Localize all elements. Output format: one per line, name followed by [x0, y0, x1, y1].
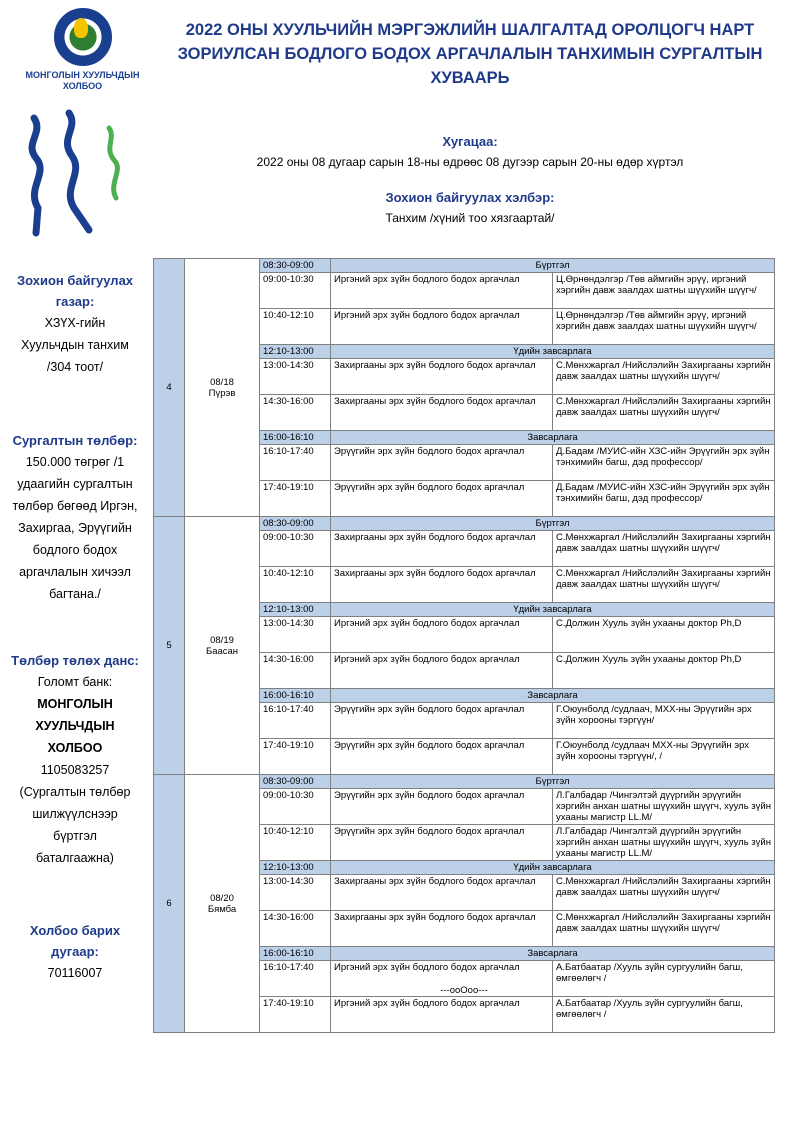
course-topic: Эрүүгийн эрх зүйн бодлого бодох аргачлал: [331, 789, 553, 825]
lecturer: Г.Оюунболд /судлаач МХХ-ны Эрүүгийн эрх зүйн хорооны тэргүүн/, /: [553, 739, 775, 775]
band-label: Бүртгэл: [331, 259, 775, 273]
course-topic: Эрүүгийн эрх зүйн бодлого бодох аргачлал: [331, 739, 553, 775]
schedule-band-row: [154, 517, 775, 531]
duration-text: 2022 оны 08 дугаар сарын 18-ны өдрөөс 08 дугээр сарын 20-ны өдөр хүртэл: [256, 155, 684, 169]
time-slot: 13:00-14:30: [260, 617, 331, 653]
mongolian-script-decoration: [14, 108, 134, 238]
band-label: Үдийн завсарлага: [331, 861, 775, 875]
time-slot: 12:10-13:00: [260, 345, 331, 359]
band-label: Бүртгэл: [331, 775, 775, 789]
band-label: Үдийн завсарлага: [331, 345, 775, 359]
course-topic: Захиргааны эрх зүйн бодлого бодох аргачлал: [331, 911, 553, 947]
lecturer: Л.Галбадар /Чингэлтэй дүүргийн эрүүгийн хэргийн анхан шатны шүүхийн шүүгч, хууль зүйн ухааны магистр LL.M/: [553, 789, 775, 825]
course-topic: Эрүүгийн эрх зүйн бодлого бодох аргачлал: [331, 825, 553, 861]
course-topic: Иргэний эрх зүйн бодлого бодох аргачлал: [331, 653, 553, 689]
time-slot: 17:40-19:10: [260, 739, 331, 775]
time-slot: 08:30-09:00: [260, 259, 331, 273]
date-value: 08/20: [210, 892, 234, 904]
weekday: Баасан: [205, 645, 239, 657]
time-slot: 14:30-16:00: [260, 653, 331, 689]
time-slot: 10:40-12:10: [260, 309, 331, 345]
course-topic: Захиргааны эрх зүйн бодлого бодох аргачлал: [331, 875, 553, 911]
date-value: 08/19: [210, 634, 234, 646]
schedule-band-row: [154, 775, 775, 789]
time-slot: 17:40-19:10: [260, 481, 331, 517]
time-slot: 17:40-19:10: [260, 997, 331, 1033]
emblem-icon: [54, 8, 112, 66]
day-number: 5: [154, 517, 185, 775]
venue-block: Зохион байгуулах газар: ХЗҮХ-гийн Хуульчдын танхим /304 тоот/: [16, 273, 134, 374]
time-slot: 10:40-12:10: [260, 567, 331, 603]
format-block: [150, 190, 790, 225]
day-number: 4: [154, 259, 185, 517]
band-label: Завсарлага: [331, 431, 775, 445]
fee-block: Сургалтын төлбөр: 150.000 төгрөг /1 удаагийн сургалтын төлбөр бөгөөд Иргэн, Захиргаа, Эрүүгийн бодлого бодох аргачлалын хичээл багтана./: [12, 433, 138, 601]
lecturer: С.Мөнхжаргал /Нийслэлийн Захиргааны хэргийн давж заалдах шатны шүүхийн шүүгч/: [553, 875, 775, 911]
lecturer: Ц.Өрнөндэлгэр /Төв аймгийн эрүү, иргэний хэргийн давж заалдах шатны шүүхийн шүүгч/: [553, 273, 775, 309]
document-title: 2022 ОНЫ ХУУЛЬЧИЙН МЭРГЭЖЛИЙН ШАЛГАЛТАД ОРОЛЦОГЧ НАРТ ЗОРИУЛСАН БОДЛОГО БОДОХ АРГАЧЛАЛЫН ТАНХИМЫН СУРГАЛТЫН ХУВААРЬ: [177, 21, 763, 87]
band-label: Үдийн завсарлага: [331, 603, 775, 617]
lecturer: С.Мөнхжаргал /Нийслэлийн Захиргааны хэргийн давж заалдах шатны шүүхийн шүүгч/: [553, 395, 775, 431]
lecturer: Г.Оюунболд /судлаач, МХХ-ны Эрүүгийн эрх зүйн хорооны тэргүүн/: [553, 703, 775, 739]
time-slot: 13:00-14:30: [260, 875, 331, 911]
course-topic: Захиргааны эрх зүйн бодлого бодох аргачлал: [331, 359, 553, 395]
account-block: Төлбөр төлөх данс: Голомт банк: МОНГОЛЫН ХУУЛЬЧДЫН ХОЛБОО 1105083257 (Сургалтын төлбөр шилжүүлснээр бүртгэл баталгаажна): [11, 653, 139, 865]
course-topic: Захиргааны эрх зүйн бодлого бодох аргачлал: [331, 395, 553, 431]
format-heading: Зохион байгуулах хэлбэр:: [385, 190, 555, 205]
lecturer: С.Мөнхжаргал /Нийслэлийн Захиргааны хэргийн давж заалдах шатны шүүхийн шүүгч/: [553, 911, 775, 947]
course-topic: Иргэний эрх зүйн бодлого бодох аргачлал: [331, 273, 553, 309]
time-slot: 16:10-17:40: [260, 703, 331, 739]
lecturer: С.Мөнхжаргал /Нийслэлийн Захиргааны хэргийн давж заалдах шатны шүүхийн шүүгч/: [553, 531, 775, 567]
band-label: Завсарлага: [331, 947, 775, 961]
lecturer: С.Должин Хууль зүйн ухааны доктор Ph,D: [553, 653, 775, 689]
lecturer: А.Батбаатар /Хууль зүйн сургуулийн багш, өмгөөлөгч /: [553, 961, 775, 997]
time-slot: 13:00-14:30: [260, 359, 331, 395]
day-date: [185, 517, 260, 775]
weekday: Бямба: [207, 903, 237, 915]
day-date: [185, 259, 260, 517]
time-slot: 09:00-10:30: [260, 273, 331, 309]
time-slot: 09:00-10:30: [260, 531, 331, 567]
time-slot: 16:00-16:10: [260, 947, 331, 961]
course-topic: Эрүүгийн эрх зүйн бодлого бодох аргачлал: [331, 445, 553, 481]
course-topic: Эрүүгийн эрх зүйн бодлого бодох аргачлал: [331, 703, 553, 739]
course-topic: Захиргааны эрх зүйн бодлого бодох аргачлал: [331, 531, 553, 567]
format-text: Танхим /хүний тоо хязгаартай/: [385, 211, 555, 225]
time-slot: 14:30-16:00: [260, 911, 331, 947]
date-value: 08/18: [210, 376, 234, 388]
time-slot: 10:40-12:10: [260, 825, 331, 861]
band-label: Завсарлага: [331, 689, 775, 703]
day-number: 6: [154, 775, 185, 1033]
schedule-band-row: [154, 259, 775, 273]
duration-heading: Хугацаа:: [442, 134, 498, 149]
lecturer: С.Мөнхжаргал /Нийслэлийн Захиргааны хэргийн давж заалдах шатны шүүхийн шүүгч/: [553, 567, 775, 603]
time-slot: 14:30-16:00: [260, 395, 331, 431]
time-slot: 16:10-17:40: [260, 445, 331, 481]
lecturer: Ц.Өрнөндэлгэр /Төв аймгийн эрүү, иргэний хэргийн давж заалдах шатны шүүхийн шүүгч/: [553, 309, 775, 345]
lecturer: Д.Бадам /МУИС-ийн ХЗС-ийн Эрүүгийн эрх зүйн тэнхимийн багш, дэд профессор/: [553, 481, 775, 517]
duration-block: [150, 134, 790, 169]
lecturer: А.Батбаатар /Хууль зүйн сургуулийн багш, өмгөөлөгч /: [553, 997, 775, 1033]
lecturer: С.Должин Хууль зүйн ухааны доктор Ph,D: [553, 617, 775, 653]
time-slot: 16:10-17:40: [260, 961, 331, 997]
time-slot: 08:30-09:00: [260, 775, 331, 789]
time-slot: 09:00-10:30: [260, 789, 331, 825]
course-topic: Иргэний эрх зүйн бодлого бодох аргачлал: [331, 309, 553, 345]
schedule-table: [153, 258, 775, 1033]
footer-mark: ---ooOoo---: [440, 985, 488, 996]
lecturer: Д.Бадам /МУИС-ийн ХЗС-ийн Эрүүгийн эрх зүйн тэнхимийн багш, дэд профессор/: [553, 445, 775, 481]
band-label: Бүртгэл: [331, 517, 775, 531]
org-logo: [20, 8, 145, 92]
course-topic: Иргэний эрх зүйн бодлого бодох аргачлал: [331, 617, 553, 653]
time-slot: 12:10-13:00: [260, 603, 331, 617]
lecturer: Л.Галбадар /Чингэлтэй дүүргийн эрүүгийн хэргийн анхан шатны шүүхийн шүүгч, хууль зүйн ухааны магистр LL.M/: [553, 825, 775, 861]
org-name: МОНГОЛЫН ХУУЛЬЧДЫН ХОЛБОО: [25, 70, 140, 91]
course-topic: Захиргааны эрх зүйн бодлого бодох аргачлал: [331, 567, 553, 603]
course-topic: Иргэний эрх зүйн бодлого бодох аргачлал: [331, 961, 553, 997]
weekday: Пүрэв: [208, 387, 236, 399]
lecturer: С.Мөнхжаргал /Нийслэлийн Захиргааны хэргийн давж заалдах шатны шүүхийн шүүгч/: [553, 359, 775, 395]
course-topic: Иргэний эрх зүйн бодлого бодох аргачлал: [331, 997, 553, 1033]
time-slot: 12:10-13:00: [260, 861, 331, 875]
course-topic: Эрүүгийн эрх зүйн бодлого бодох аргачлал: [331, 481, 553, 517]
time-slot: 16:00-16:10: [260, 689, 331, 703]
contact-block: Холбоо барих дугаар: 70116007: [29, 923, 121, 980]
time-slot: 08:30-09:00: [260, 517, 331, 531]
time-slot: 16:00-16:10: [260, 431, 331, 445]
